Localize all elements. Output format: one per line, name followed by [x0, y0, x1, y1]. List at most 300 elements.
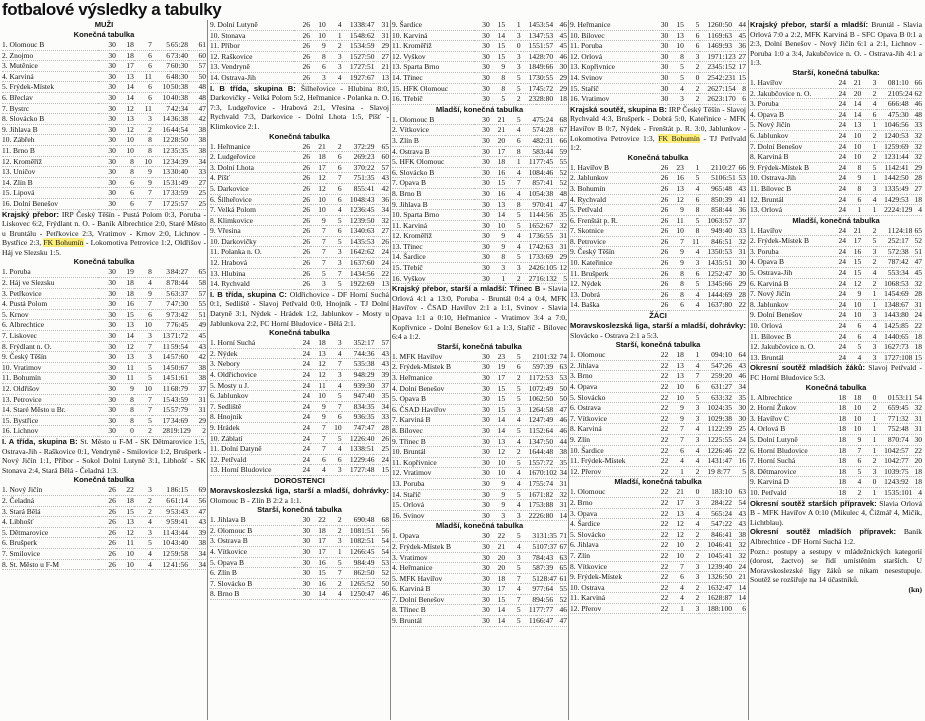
table-cell: 30	[98, 82, 116, 93]
team-name: 1. Nový Jičín	[2, 485, 98, 495]
table-cell: 5	[326, 557, 342, 568]
team-name: 5. Dolní Lutyně	[750, 434, 831, 445]
table-cell: 47	[552, 616, 567, 627]
team-name: 4. Orlová B	[750, 424, 831, 435]
table-cell: 64:58	[536, 404, 554, 414]
table-cell: 48:43	[357, 194, 375, 204]
table-row	[570, 360, 746, 371]
table-cell: 37:80	[714, 300, 732, 310]
table-row	[750, 99, 922, 110]
table-cell: 26	[294, 194, 310, 205]
team-name: 10. Ostrava	[570, 582, 653, 593]
table-cell: 7	[152, 320, 170, 331]
table-cell: 22	[907, 445, 922, 456]
table-cell: 1	[876, 226, 891, 236]
table-cell: 30	[474, 83, 489, 94]
team-name: 1. Olomouc	[570, 350, 653, 360]
table-cell: 11	[521, 157, 536, 168]
column-4	[570, 20, 746, 720]
table-cell: 16	[490, 167, 505, 178]
table-cell: 2	[134, 124, 152, 135]
table-cell: 11	[116, 538, 134, 549]
table-cell: 26	[653, 173, 669, 184]
table-cell: 84:49	[357, 557, 375, 567]
table-cell: 24	[831, 268, 846, 279]
table-cell: 27:48	[357, 465, 375, 475]
table-cell: 13	[116, 71, 134, 82]
table-cell: 72:29	[357, 141, 375, 151]
table-row	[750, 109, 922, 120]
table-cell: 6	[152, 71, 170, 82]
results-paragraph: I. A třída, skupina B: St. Město u F-M - SK Dětmarovice 1:5, Ostrava-Jih - Raškovice 0:1, Vendryně - Smilovice 1:2, Brušperk - Nový Jičín 1:1, Příbor - Sokol Dolní Lutyně 3:1, Libhošť - SK Stonava 2:4, Stará Bělá - Čeladná 1:3.	[2, 436, 207, 475]
table-row	[210, 41, 389, 52]
table-cell: 29	[552, 72, 567, 83]
table-cell: 35:35	[170, 145, 188, 155]
table-cell: 12	[699, 268, 715, 279]
table-cell: 3	[684, 561, 700, 572]
table-cell: 22	[653, 550, 669, 561]
team-name: 4. Oldřichovice	[210, 370, 294, 381]
table-cell: 1	[861, 141, 876, 152]
section-heading: Konečná tabulka	[73, 475, 135, 485]
table-cell: 37	[373, 380, 389, 391]
table-cell: 42:62	[357, 247, 375, 257]
table-row	[392, 83, 567, 94]
table-cell: 11	[876, 162, 891, 173]
table-cell: 44:69	[714, 289, 732, 299]
table-cell: 30	[98, 352, 116, 363]
table-cell: 6	[116, 198, 134, 209]
table-row	[2, 50, 206, 61]
table-cell: 55	[552, 157, 567, 168]
results-paragraph: Pozn.: postupy a sestupy v mládežnických kategorií (dorost, žactvo) se řídí umístěním starších. U Moravskoslezské ligy žáků se nikam nesestupuje. Soutěž se rozšiřuje na 14 účastníků.	[750, 546, 922, 585]
team-name: 9. Jihlava B	[2, 124, 98, 135]
table-cell: 12	[310, 183, 326, 194]
table-cell: 5	[521, 563, 536, 574]
table-cell: 16	[699, 593, 715, 604]
table-cell: 0	[116, 426, 134, 437]
table-cell: 15	[490, 594, 505, 605]
table-cell: 12	[116, 527, 134, 538]
table-cell: 57:79	[170, 405, 188, 415]
table-cell: 22	[653, 445, 669, 456]
table-cell: 14	[310, 589, 326, 600]
table-cell: 30	[474, 263, 489, 274]
table-cell: 13	[521, 436, 536, 447]
table-cell: 47	[188, 506, 206, 517]
table-row	[210, 568, 389, 579]
team-name: 14. Šardice	[392, 252, 474, 263]
team-name: 4. Opava B	[750, 257, 831, 268]
team-name: 7. Zlín	[570, 550, 653, 561]
table-row	[570, 226, 746, 237]
table-row	[210, 536, 389, 547]
table-cell: 10	[668, 226, 684, 237]
table-row	[2, 114, 206, 125]
team-name: 9. Jihlava B	[392, 199, 474, 210]
table-cell: 18	[699, 603, 715, 614]
table-cell: 10	[846, 310, 861, 321]
table-cell: 10	[876, 456, 891, 467]
table-cell: 14	[730, 593, 746, 604]
table-cell: 1	[861, 173, 876, 184]
table-row	[392, 468, 567, 479]
team-name: 13. Poruba	[392, 478, 474, 489]
table-cell: 34:69	[170, 415, 188, 425]
table-cell: 3	[152, 267, 170, 277]
table-cell: 12	[668, 519, 684, 530]
table-cell: 57	[373, 338, 389, 348]
table-cell: 30	[653, 51, 669, 62]
table-cell: 5	[505, 605, 520, 616]
table-cell: 30	[474, 167, 489, 178]
team-name: 16. Třebíč	[392, 94, 474, 105]
table-cell: 72:38	[891, 246, 909, 256]
table-cell: 45	[552, 30, 567, 41]
table-row	[210, 433, 389, 444]
team-name: 7. Bystrc	[2, 103, 98, 114]
team-name: 6. ČSAD Havířov	[392, 404, 474, 415]
table-cell: 1	[684, 350, 700, 360]
table-cell: 3	[134, 485, 152, 495]
table-row	[750, 173, 922, 184]
table-cell: 54	[730, 497, 746, 508]
table-row	[570, 279, 746, 290]
table-cell: 38	[188, 124, 206, 135]
table-cell: 14	[490, 30, 505, 41]
table-row	[392, 415, 567, 426]
table-cell: 43	[730, 360, 746, 371]
table-cell: 13	[373, 279, 389, 290]
table-cell: 24	[373, 247, 389, 258]
page-title: fotbalové výsledky a tabulky	[2, 0, 222, 19]
table-cell: 9	[116, 384, 134, 395]
table-cell: 45:66	[714, 279, 732, 289]
table-row	[2, 267, 206, 277]
table-cell: 26	[294, 20, 310, 30]
table-cell: 6	[152, 495, 170, 506]
table-cell: 1	[505, 157, 520, 168]
table-cell: 5	[521, 362, 536, 373]
team-name: 12. Vyškov	[392, 51, 474, 62]
table-cell: 30	[474, 362, 489, 373]
table-cell: 8	[152, 278, 170, 289]
table-cell: 14	[699, 41, 715, 52]
table-cell: 16	[152, 124, 170, 135]
table-cell: 16	[116, 299, 134, 310]
table-cell: 36	[730, 41, 746, 52]
table-cell: 10	[876, 445, 891, 456]
table-cell: 124:18	[891, 225, 913, 235]
table-cell: 26	[98, 527, 116, 538]
table-cell: 15	[116, 506, 134, 517]
table-cell: 2	[505, 447, 520, 458]
table-row	[392, 115, 567, 125]
table-cell: 13	[116, 114, 134, 125]
table-cell: 17	[521, 241, 536, 252]
table-cell: 10	[116, 559, 134, 570]
team-name: 10. Ostrava-Jih	[750, 173, 831, 184]
table-cell: 2	[684, 94, 700, 105]
table-cell: 30	[730, 258, 746, 269]
section-heading: Konečná tabulka	[73, 257, 135, 267]
table-cell: 10	[699, 550, 715, 561]
team-name: 14. Ostrava-Jih	[210, 72, 294, 83]
table-cell: 15	[521, 457, 536, 468]
table-row	[392, 447, 567, 458]
table-cell: 14	[152, 114, 170, 125]
table-cell: 3	[326, 51, 342, 62]
table-cell: 18	[116, 288, 134, 299]
table-cell: 26	[294, 183, 310, 194]
table-cell: 15	[490, 383, 505, 394]
table-cell: 30	[474, 210, 489, 221]
table-cell: 3	[310, 72, 326, 83]
table-cell: 30	[98, 198, 116, 209]
table-cell: 22	[490, 531, 505, 541]
table-row	[570, 445, 746, 456]
team-name: 6. Albrechtice	[2, 320, 98, 331]
table-row	[750, 278, 922, 289]
table-cell: 18	[116, 40, 134, 50]
table-cell: 12	[116, 103, 134, 114]
table-cell: 14	[846, 109, 861, 120]
team-name: 5. Dětmarovice	[2, 527, 98, 538]
table-cell: 5	[134, 415, 152, 426]
table-row	[210, 173, 389, 184]
table-cell: 4	[668, 582, 684, 593]
table-cell: 9	[521, 584, 536, 595]
table-cell: 4	[684, 445, 700, 456]
table-cell: 7	[326, 173, 342, 184]
competition-name: Moravskoslezská liga, starší a mladší, dohrávky:	[210, 485, 389, 495]
table-row	[210, 525, 389, 536]
table-cell: 42:34	[170, 103, 188, 113]
table-cell: 38	[730, 529, 746, 540]
table-cell: 30	[294, 515, 310, 525]
table-cell: 4	[684, 508, 700, 519]
table-cell: 10	[521, 167, 536, 178]
table-row	[210, 152, 389, 163]
table-row	[210, 194, 389, 205]
table-cell: 69:63	[714, 30, 732, 40]
table-cell: 9	[699, 226, 715, 237]
table-cell: 60:50	[714, 20, 732, 29]
table-row	[750, 78, 922, 88]
table-row	[570, 392, 746, 403]
table-cell: 5	[521, 146, 536, 157]
league-table	[750, 226, 922, 364]
table-cell: 37	[730, 215, 746, 226]
team-name: 3. Stará Bělá	[2, 506, 98, 517]
table-cell: 9	[342, 380, 358, 391]
table-row	[2, 405, 206, 416]
table-cell: 45:72	[536, 83, 554, 93]
table-cell: 8	[876, 434, 891, 445]
table-cell: 16	[310, 557, 326, 568]
table-cell: 2	[134, 506, 152, 517]
table-cell: 1	[861, 445, 876, 456]
table-cell: 12	[699, 561, 715, 572]
table-cell: 42	[188, 352, 206, 363]
table-cell: 7	[310, 433, 326, 444]
table-cell: 57:60	[170, 352, 188, 362]
table-cell: 22	[653, 572, 669, 583]
table-cell: 14	[699, 456, 715, 467]
table-cell: 3	[521, 531, 536, 541]
table-cell: 34:39	[170, 156, 188, 166]
table-cell: 52	[907, 236, 922, 247]
table-cell: 8	[846, 183, 861, 194]
table-cell: 10	[116, 145, 134, 156]
competition-name: Krajský přebor, starší a mladší:	[750, 20, 869, 29]
section-heading: Mladší, konečná tabulka	[435, 521, 524, 531]
table-cell: 9	[342, 412, 358, 423]
table-cell: 58:44	[714, 205, 732, 215]
results-paragraph: Okresní soutěž starších přípravek: Slavia Orlová B - MFK Havířov A 0:10 (Mikulec 4, Čižmář 4, Mičík, Lichtblau).	[750, 498, 922, 527]
table-cell: 50:39	[714, 194, 732, 204]
table-cell: 6	[152, 50, 170, 61]
table-row	[750, 205, 922, 216]
table-cell: 2	[861, 403, 876, 414]
table-cell: 62	[907, 88, 922, 99]
table-cell: 26	[98, 495, 116, 506]
table-cell: 65:52	[357, 578, 375, 588]
table-cell: 2	[699, 371, 715, 382]
table-cell: 29	[730, 279, 746, 290]
table-cell: 15	[490, 404, 505, 415]
table-cell: 56	[373, 525, 389, 536]
table-row	[2, 135, 206, 146]
table-row	[2, 288, 206, 299]
table-cell: 8	[342, 568, 358, 579]
table-cell: 21	[490, 125, 505, 136]
team-name: 6. Slovácko B	[392, 167, 474, 178]
table-cell: 19	[342, 279, 358, 290]
table-cell: 24	[831, 278, 846, 289]
table-cell: 11	[134, 103, 152, 114]
table-cell: 17	[876, 352, 891, 363]
table-cell: 10	[310, 30, 326, 41]
table-cell: 14	[490, 425, 505, 436]
table-cell: 16	[521, 447, 536, 458]
table-cell: 30	[474, 531, 489, 541]
table-row	[750, 342, 922, 353]
table-cell: 4	[846, 477, 861, 488]
table-row	[750, 141, 922, 152]
table-cell: 29	[188, 415, 206, 426]
table-cell: 13	[152, 331, 170, 342]
table-cell: 4	[684, 183, 700, 194]
table-cell: 21	[730, 572, 746, 583]
table-cell: 19	[699, 51, 715, 62]
table-row	[210, 279, 389, 290]
table-cell: 30	[98, 92, 116, 103]
table-cell: 6	[876, 99, 891, 110]
table-cell: 10	[668, 392, 684, 403]
table-cell: 12	[152, 156, 170, 167]
table-cell: 53	[552, 373, 567, 384]
table-cell: 3	[684, 51, 700, 62]
table-cell: 5	[152, 40, 170, 50]
table-row	[2, 145, 206, 156]
table-row	[210, 258, 389, 269]
competition-name: Krajská soutěž, skupina B:	[570, 104, 667, 114]
table-cell: 5	[505, 394, 520, 405]
section-heading: Konečná tabulka	[627, 152, 689, 162]
team-name: 6. Břeclav	[2, 92, 98, 103]
table-cell: 26:46	[714, 445, 732, 455]
table-cell: 8	[342, 401, 358, 412]
team-name: 2. Jihlava	[570, 360, 653, 371]
table-cell: 9	[490, 241, 505, 252]
team-name: 9. Hrádek	[210, 422, 294, 433]
table-cell: 17	[152, 188, 170, 199]
table-cell: 68	[373, 515, 389, 525]
table-cell: 13	[116, 517, 134, 528]
table-row	[2, 167, 206, 178]
team-name: 14. Zlín B	[2, 177, 98, 188]
table-cell: 3	[684, 572, 700, 583]
table-cell: 13	[876, 183, 891, 194]
table-cell: 26	[653, 194, 669, 205]
table-cell: 59	[552, 146, 567, 157]
team-name: 4. Opava B	[750, 109, 831, 120]
table-cell: 30	[474, 20, 489, 30]
table-cell: 21	[846, 226, 861, 236]
table-cell: 30	[474, 594, 489, 605]
table-row	[2, 40, 206, 50]
table-row	[750, 445, 922, 456]
table-cell: 3	[505, 30, 520, 41]
table-cell: 12	[490, 447, 505, 458]
table-cell: 20	[490, 563, 505, 574]
table-cell: 17	[342, 62, 358, 73]
table-cell: 33	[730, 226, 746, 237]
table-cell: 12	[668, 194, 684, 205]
team-name: 16. Vratimov	[570, 94, 653, 105]
table-cell: 6	[730, 94, 746, 105]
table-cell: 110:27	[714, 162, 736, 172]
table-cell: 9	[342, 370, 358, 381]
table-cell: 36:38	[170, 114, 188, 124]
table-cell: 31	[373, 20, 389, 30]
table-cell: 22	[653, 456, 669, 467]
table-cell: 17	[490, 146, 505, 157]
table-cell: 10	[152, 82, 170, 93]
table-cell: 16	[310, 578, 326, 589]
table-cell: 22	[907, 321, 922, 332]
table-cell: 74	[552, 352, 567, 362]
table-cell: 31	[907, 413, 922, 424]
table-cell: 71:82	[536, 489, 554, 499]
table-cell: 30	[98, 124, 116, 135]
table-cell: 46	[552, 51, 567, 62]
table-cell: 12	[846, 278, 861, 289]
table-cell: 30	[474, 457, 489, 468]
table-cell: 43:59	[170, 394, 188, 404]
table-cell: 7	[152, 103, 170, 114]
table-cell: 22:39	[714, 424, 732, 434]
table-cell: 22	[116, 485, 134, 495]
table-row	[392, 220, 567, 231]
team-name: 1. Heřmanice	[210, 142, 294, 152]
table-cell: 8	[846, 162, 861, 173]
team-name: 9. Třinec B	[392, 436, 474, 447]
table-cell: 18	[907, 194, 922, 205]
table-cell: 34:59	[357, 41, 375, 51]
table-cell: 26	[294, 51, 310, 62]
